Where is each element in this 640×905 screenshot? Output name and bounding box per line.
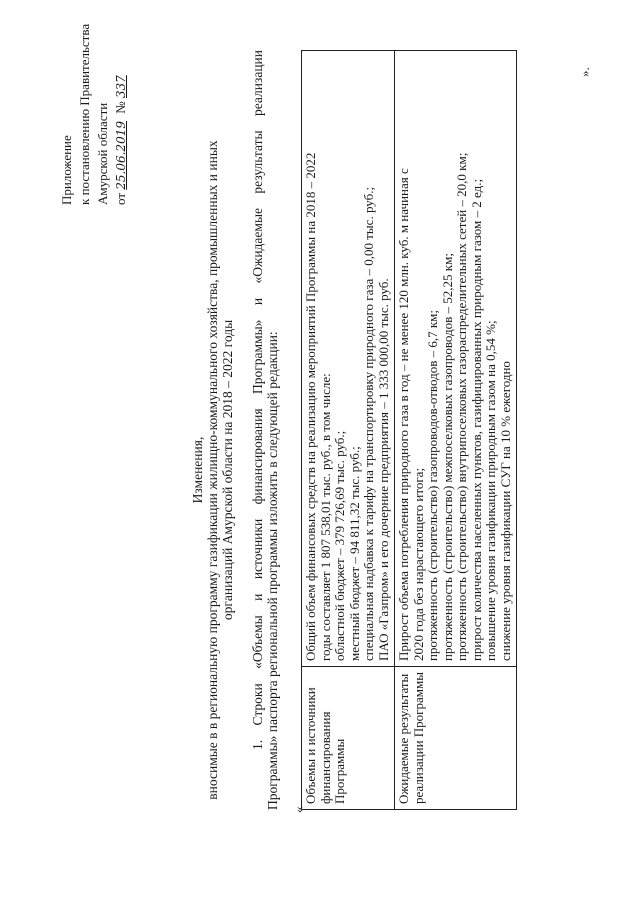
number-label: № <box>113 101 128 114</box>
document-heading <box>190 125 235 815</box>
table-row <box>302 51 395 810</box>
value-line: 2020 года без нарастающего итога; <box>410 467 426 662</box>
from-label: от <box>113 192 128 205</box>
row-label-cell <box>395 667 517 810</box>
value-line: протяженность (строительство) внутрипоселковых газораспределительных сетей – 20,0 км; <box>454 152 469 662</box>
value-line: специальная надбавка к тарифу на транспортировку природного газа – 0,00 тыс. руб.; <box>361 186 376 662</box>
opening-quote: « <box>291 806 306 813</box>
row-value-cell <box>302 51 395 667</box>
closing-quote: ». <box>577 67 592 77</box>
value-line: ПАО «Газпром» и его дочерние предприятия – 1 333 000,00 тыс. руб. <box>375 278 391 662</box>
appendix-resolution: к постановлению Правительства <box>77 23 92 205</box>
appendix-region: Амурской области <box>95 102 110 205</box>
intro-line-1: 1. Строки «Объемы и источники финансирования Программы» и «Ожидаемые результаты реализации <box>250 50 265 750</box>
intro-line-2: Программы» паспорта региональной программы изложить в следующей редакции: <box>265 331 280 810</box>
value-line: снижение уровня газификации СУГ на 10 % ежегодно <box>497 361 513 662</box>
label-line: Объемы и источники <box>303 687 318 804</box>
appendix-title: Приложение <box>59 135 74 205</box>
value-line: годы составляет 1 807 538,01 тыс. руб., в том числе: <box>317 373 333 662</box>
label-line: реализации Программы <box>410 672 426 804</box>
label-line: Ожидаемые результаты <box>396 673 411 804</box>
value-line: протяженность (строительство) межпоселковых газопроводов – 52,25 км; <box>439 253 455 662</box>
handwritten-number: 337 <box>114 75 128 99</box>
label-line: Программы <box>332 738 347 804</box>
value-line: прирост количества населенных пунктов, газифицированных природным газом – 2 ед.; <box>468 178 484 662</box>
label-line: финансирования <box>317 711 333 804</box>
value-line: повышение уровня газификации природным газом на 0,54 %; <box>483 320 498 662</box>
heading-line-3: организаций Амурской области на 2018 – 2022 годы <box>220 319 235 621</box>
value-line: Общий объем финансовых средств на реализацию мероприятий Программы на 2018 – 2022 <box>303 152 318 662</box>
appendix-date-line <box>112 5 130 205</box>
value-line: местный бюджет – 94 811,32 тыс. руб.; <box>346 446 362 662</box>
handwritten-date: 25.06.2019 <box>114 121 128 190</box>
table-row <box>395 51 517 810</box>
passport-table <box>301 50 517 810</box>
row-label-cell <box>302 667 395 810</box>
value-line: протяженность (строительство) газопроводов-отводов – 6,7 км; <box>425 309 440 662</box>
value-line: Прирост объема потребления природного газа в год – не менее 120 млн. куб. м начиная с <box>396 168 411 662</box>
row-value-cell <box>395 51 517 667</box>
intro-paragraph <box>250 50 280 810</box>
value-line: областной бюджет – 379 726,69 тыс. руб.; <box>332 430 347 662</box>
heading-title: Изменения, <box>190 436 205 504</box>
appendix-block <box>58 5 130 205</box>
heading-line-2: вносимые в в региональную программу газификации жилищно-коммунального хозяйства, промышленных и иных <box>205 140 220 800</box>
